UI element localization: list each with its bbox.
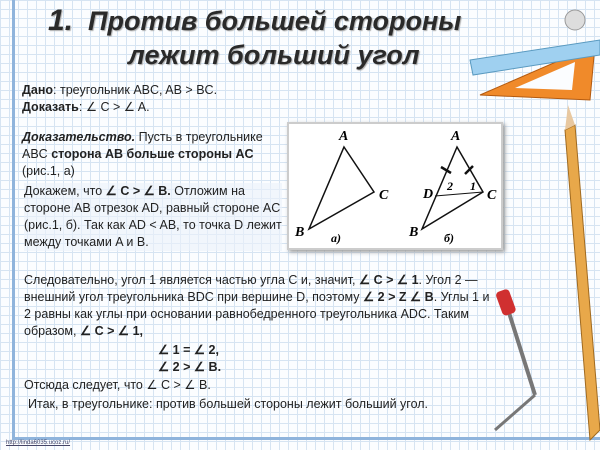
conclusion-1: Отсюда следует, что ∠ C > ∠ B. — [24, 378, 211, 392]
pencil-icon — [565, 105, 600, 440]
proof-step-1: Докажем, что ∠ C > ∠ B. Отложим на стороне AB отрезок AD, равный стороне AC (рис.1, б). Так как AD < AB, то точка D лежит между точками A и B. — [24, 184, 282, 249]
triangle-a — [309, 147, 374, 229]
svg-text:2: 2 — [447, 179, 453, 193]
svg-text:C: C — [487, 188, 497, 203]
proof-intro: Доказательство. Пусть в треугольнике ABC сторона AB больше стороны AC (рис.1, а) — [22, 130, 263, 178]
svg-text:A: A — [451, 129, 461, 144]
left-border — [12, 0, 15, 438]
source-link[interactable]: http://linda6035.ucoz.ru/ — [6, 440, 71, 446]
compass-icon — [495, 288, 535, 430]
inequality-3: ∠ 2 > ∠ B. — [158, 360, 222, 374]
svg-text:B: B — [295, 225, 305, 240]
title-line-1: 1. Против большей стороны — [48, 4, 462, 37]
svg-text:A: A — [339, 129, 349, 144]
svg-text:1: 1 — [470, 179, 476, 193]
svg-text:а): а) — [331, 231, 341, 245]
svg-text:B: B — [409, 225, 419, 240]
proof-step-2: Следовательно, угол 1 является частью угла C и, значит, ∠ C > ∠ 1. Угол 2 — внешний угол треугольника BDC при вершине D, поэтому ∠ 2 > Z ∠ B. Углы 1 и 2 равны как углы при основании равнобедренного треугольника ADC. Таким образом, ∠ C > ∠ 1, — [24, 273, 490, 338]
gear-icon — [565, 10, 585, 30]
svg-text:б): б) — [444, 231, 454, 245]
given-text: Дано: треугольник ABC, AB > BC. Доказать: ∠ C > ∠ A. — [22, 83, 218, 114]
figure-triangles — [287, 122, 503, 250]
svg-text:C: C — [379, 188, 389, 203]
conclusion-2: Итак, в треугольнике: против большей стороны лежит больший угол. — [28, 397, 429, 411]
inequality-2: ∠ 1 = ∠ 2, — [158, 343, 219, 357]
title-line-2: лежит больший угол — [128, 40, 420, 70]
svg-text:D: D — [423, 187, 434, 202]
